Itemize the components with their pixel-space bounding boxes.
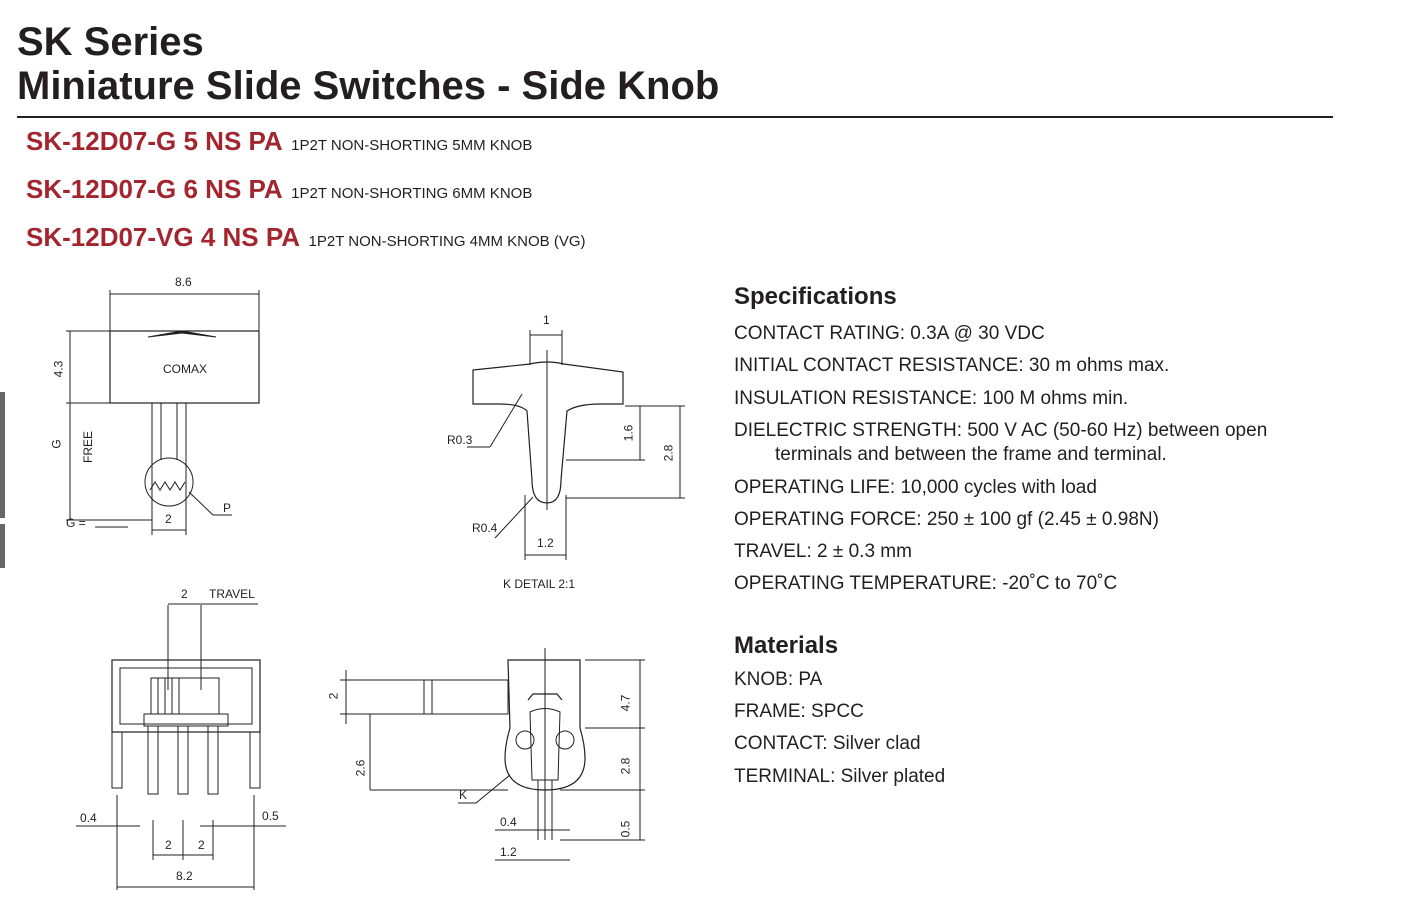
materials-heading: Materials <box>734 632 839 659</box>
title-product: Miniature Slide Switches - Side Knob <box>17 64 720 108</box>
spec-item: INITIAL CONTACT RESISTANCE: 30 m ohms max. <box>734 355 1170 376</box>
dim-front-left: 0.4 <box>80 811 97 825</box>
dim-side-t1: 0.4 <box>500 815 517 829</box>
part-description: 1P2T NON-SHORTING 4MM KNOB (VG) <box>308 233 586 250</box>
dim-side-t2: 1.2 <box>500 845 517 859</box>
spec-item: DIELECTRIC STRENGTH: 500 V AC (50-60 Hz) between open <box>734 420 1268 441</box>
dim-top-width: 8.6 <box>175 275 192 289</box>
material-item: FRAME: SPCC <box>734 701 864 722</box>
dim-side-h1: 4.7 <box>618 694 633 712</box>
spec-item: TRAVEL: 2 ± 0.3 mm <box>734 541 912 562</box>
label-g-equals: G = <box>66 516 86 530</box>
dim-side-knob: 2 <box>326 692 341 700</box>
dim-side-t3: 0.5 <box>618 820 633 838</box>
dim-front-width: 8.2 <box>176 869 193 883</box>
spec-item: OPERATING FORCE: 250 ± 100 gf (2.45 ± 0.98N) <box>734 509 1159 530</box>
material-item: KNOB: PA <box>734 669 823 690</box>
title-series: SK Series <box>17 20 204 64</box>
dim-front-pitch: 2 <box>198 838 205 852</box>
brand-marking: COMAX <box>163 362 208 376</box>
material-item: CONTACT: Silver clad <box>734 733 921 754</box>
dim-detail-d1: 1.6 <box>621 424 636 442</box>
part-number: SK-12D07-G 6 NS PA <box>26 174 283 204</box>
dim-detail-bottom: 1.2 <box>537 536 554 550</box>
dim-knob-width: 2 <box>165 512 172 526</box>
dim-top-height: 4.3 <box>51 360 66 378</box>
dim-travel-value: 2 <box>181 587 188 601</box>
dim-front-pitch: 2 <box>165 838 172 852</box>
part-description: 1P2T NON-SHORTING 5MM KNOB <box>291 137 533 154</box>
dim-detail-r1: R0.3 <box>447 433 473 447</box>
spec-item: CONTACT RATING: 0.3A @ 30 VDC <box>734 323 1045 344</box>
specifications-heading: Specifications <box>734 283 897 310</box>
label-free: FREE <box>81 430 96 464</box>
part-description: 1P2T NON-SHORTING 6MM KNOB <box>291 185 533 202</box>
spec-item: OPERATING TEMPERATURE: -20˚C to 70˚C <box>734 573 1118 594</box>
dim-detail-r2: R0.4 <box>472 521 498 535</box>
label-k: K <box>459 788 468 802</box>
spec-item: OPERATING LIFE: 10,000 cycles with load <box>734 477 1097 498</box>
label-p: P <box>223 501 232 515</box>
spec-item: INSULATION RESISTANCE: 100 M ohms min. <box>734 388 1129 409</box>
dim-detail-d2: 2.8 <box>661 444 676 462</box>
spec-item-continued: terminals and between the frame and terminal. <box>775 444 1167 465</box>
part-number: SK-12D07-VG 4 NS PA <box>26 222 301 252</box>
detail-caption: K DETAIL 2:1 <box>503 577 576 591</box>
dim-detail-top: 1 <box>543 313 550 327</box>
label-travel: TRAVEL <box>209 587 255 601</box>
dim-side-h3: 2.8 <box>618 757 633 775</box>
part-number: SK-12D07-G 5 NS PA <box>26 126 283 156</box>
dim-front-right: 0.5 <box>262 809 279 823</box>
material-item: TERMINAL: Silver plated <box>734 766 946 787</box>
dim-g: G <box>49 439 64 449</box>
dim-side-h2: 2.6 <box>353 759 368 777</box>
